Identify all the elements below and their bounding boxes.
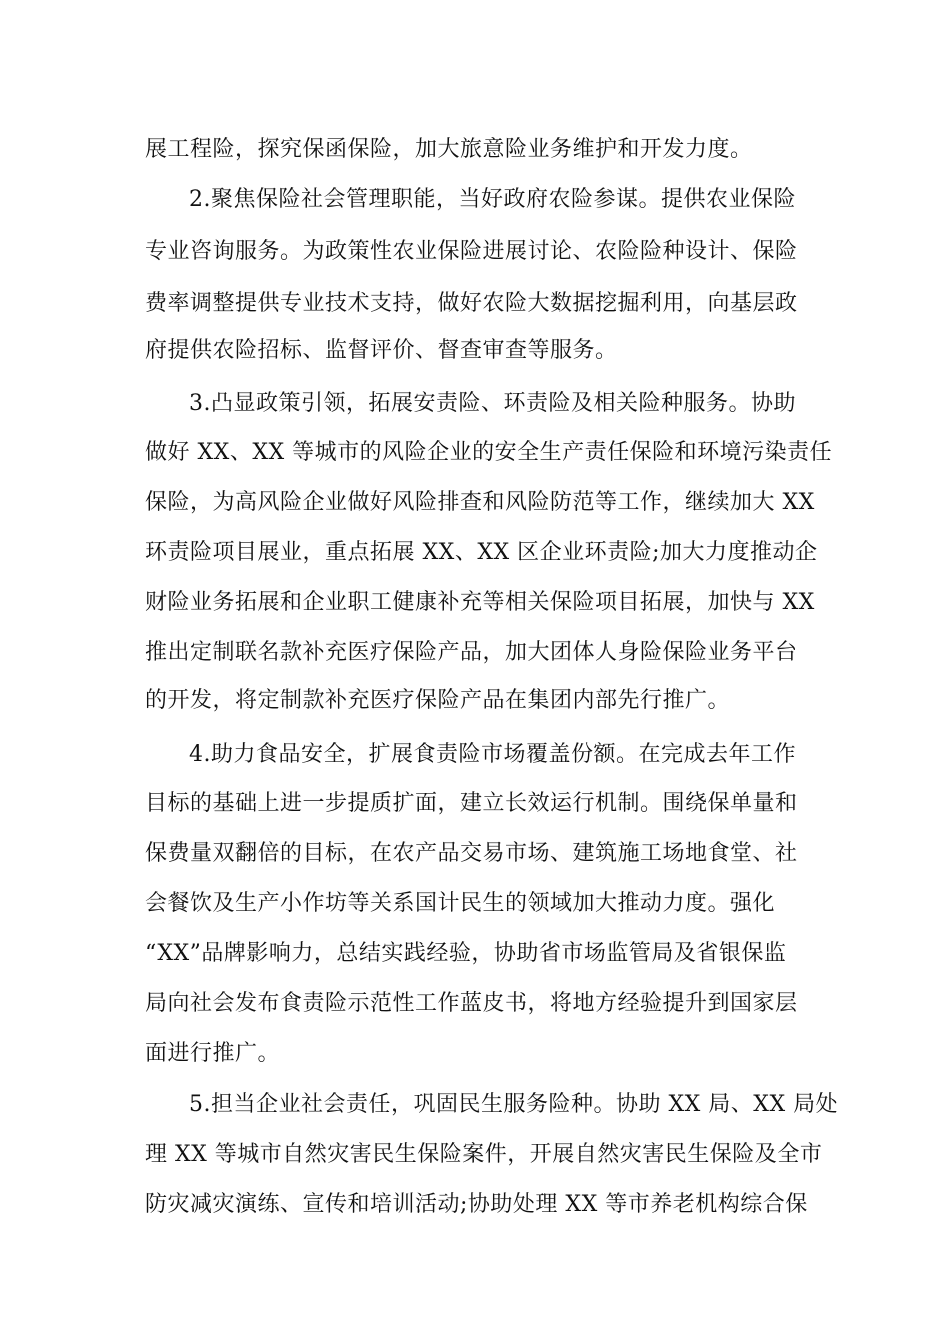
text-line: “XX”品牌影响力，总结实践经验，协助省市场监管局及省银保监 <box>145 941 787 966</box>
text-line: 会餐饮及生产小作坊等关系国计民生的领域加大推动力度。强化 <box>145 891 776 916</box>
text-line: 5.担当企业社会责任，巩固民生服务险种。协助 XX 局、XX 局处 <box>189 1092 839 1117</box>
text-line: 2.聚焦保险社会管理职能，当好政府农险参谋。提供农业保险 <box>189 187 796 212</box>
text-line: 4.助力食品安全，扩展食责险市场覆盖份额。在完成去年工作 <box>189 742 796 767</box>
text-line: 保费量双翻倍的目标，在农产品交易市场、建筑施工场地食堂、社 <box>145 841 798 866</box>
text-line: 目标的基础上进一步提质扩面，建立长效运行机制。围绕保单量和 <box>145 791 798 816</box>
text-line: 的开发，将定制款补充医疗保险产品在集团内部先行推广。 <box>145 688 731 713</box>
text-line: 3.凸显政策引领，拓展安责险、环责险及相关险种服务。协助 <box>189 391 796 416</box>
text-line: 府提供农险招标、监督评价、督查审查等服务。 <box>145 338 618 363</box>
text-line: 专业咨询服务。为政策性农业保险进展讨论、农险险种设计、保险 <box>145 239 798 264</box>
text-line: 理 XX 等城市自然灾害民生保险案件，开展自然灾害民生保险及全市 <box>145 1142 823 1167</box>
text-line: 保险，为高风险企业做好风险排查和风险防范等工作，继续加大 XX <box>145 490 815 515</box>
text-line: 做好 XX、XX 等城市的风险企业的安全生产责任保险和环境污染责任 <box>145 440 833 465</box>
text-line: 面进行推广。 <box>145 1041 281 1066</box>
text-line: 展工程险，探究保函保险，加大旅意险业务维护和开发力度。 <box>145 137 753 162</box>
text-line: 局向社会发布食责险示范性工作蓝皮书，将地方经验提升到国家层 <box>145 991 798 1016</box>
text-line: 财险业务拓展和企业职工健康补充等相关保险项目拓展，加快与 XX <box>145 590 815 615</box>
text-line: 推出定制联名款补充医疗保险产品，加大团体人身险保险业务平台 <box>145 640 798 665</box>
text-line: 费率调整提供专业技术支持，做好农险大数据挖掘利用，向基层政 <box>145 291 798 316</box>
text-line: 环责险项目展业，重点拓展 XX、XX 区企业环责险;加大力度推动企 <box>145 540 818 565</box>
text-line: 防灾减灾演练、宣传和培训活动;协助处理 XX 等市养老机构综合保 <box>145 1192 808 1217</box>
